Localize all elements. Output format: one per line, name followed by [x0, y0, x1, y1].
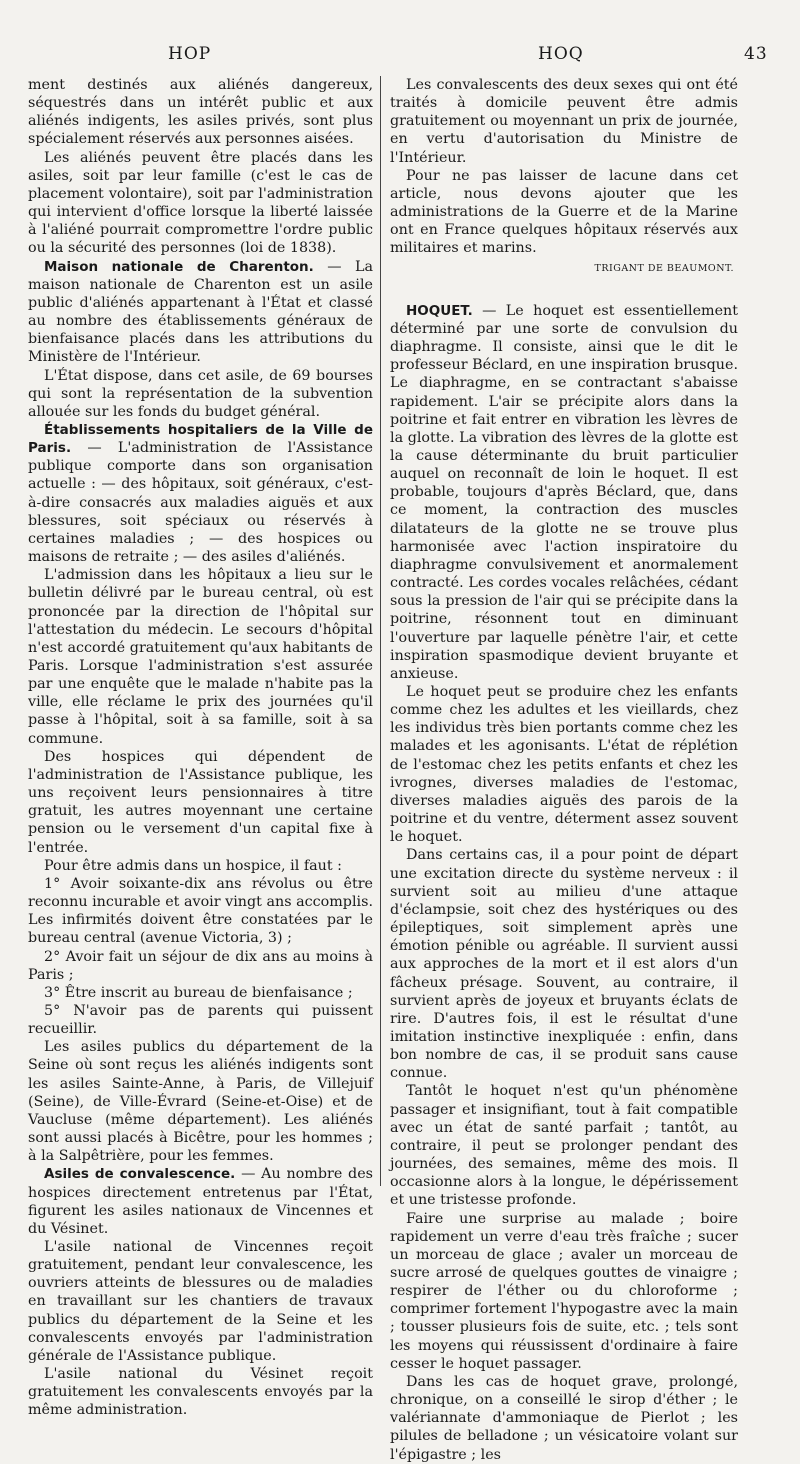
section-heading: Maison nationale de Charenton. — [44, 258, 314, 275]
spacer — [390, 284, 738, 302]
paragraph: Les convalescents des deux sexes qui ont été traités à domicile peuvent être admis gratuitement ou moyennant un prix de journée, en vertu d'autorisation du Ministre de l'Intérieur. — [390, 77, 738, 166]
section-heading: Asiles de convalescence. — [44, 1166, 236, 1183]
paragraph: Maison nationale de Charenton. — La maison nationale de Charenton est un asile public d'aliénés appartenant à l'État et classé au nombre des établissements généraux de bienfaisance placés dans les attributions du Ministère de l'Intérieur. — [28, 258, 373, 366]
paragraph: L'asile national du Vésinet reçoit gratuitement les convalescents envoyés par la même administration. — [28, 1366, 373, 1419]
paragraph: Asiles de convalescence. — Au nombre des hospices directement entretenus par l'État, figurent les asiles nationaux de Vincennes et du Vésinet. — [28, 1166, 374, 1237]
column-divider — [380, 76, 381, 1186]
paragraph: Les asiles publics du département de la Seine où sont reçus les aliénés indigents sont les asiles Sainte-Anne, à Paris, de Villejuif (Seine), de Ville-Évrard (Seine-et-Oise) et de Vaucluse (même département). Les aliénés sont aussi placés à Bicêtre, pour les hommes ; à la Salpêtrière, pour les femmes. — [28, 1039, 373, 1165]
header-left-word: HOP — [168, 44, 212, 64]
left-column — [28, 76, 373, 1420]
entry-heading: HOQUET. — [406, 302, 473, 319]
paragraph: Établissements hospitaliers de la Ville de Paris. — L'administration de l'Assistance publique comporte dans son organisation actuelle : — des hôpitaux, soit généraux, c'est-à-dire consacrés aux maladies aiguës et aux blessures, soit spéciaux ou réservés à certaines maladies ; — des hospices ou maisons de retraite ; — des asiles d'aliénés. — [28, 421, 373, 566]
author-signature: TRIGANT DE BEAUMONT. — [594, 262, 734, 274]
list-item: 2° Avoir fait un séjour de dix ans au moins à Paris ; — [28, 948, 373, 983]
running-header — [0, 44, 800, 74]
paragraph: Pour ne pas laisser de lacune dans cet article, nous devons ajouter que les administrations de la Guerre et de la Marine ont en France quelques hôpitaux réservés aux militaires et marins. — [390, 167, 738, 257]
paragraph: Pour être admis dans un hospice, il faut : — [44, 857, 342, 874]
paragraph: Des hospices qui dépendent de l'administration de l'Assistance publique, les uns reçoivent leurs pensionnaires à titre gratuit, les autres moyennant une certaine pension ou le versement d'un capital fixe à l'entrée. — [28, 748, 373, 856]
paragraph: Les aliénés peuvent être placés dans les asiles, soit par leur famille (c'est le cas de placement volontaire), soit par l'administration qui intervient d'office lorsque la liberté laissée à l'aliéné pourrait compromettre l'ordre public ou la sécurité des personnes (loi de 1838). — [28, 149, 373, 257]
page-number: 43 — [744, 44, 768, 64]
paragraph: L'asile national de Vincennes reçoit gratuitement, pendant leur convalescence, les ouvriers atteints de blessures ou de maladies en travaillant sur les chantiers de travaux publics du département de la Seine et les convalescents envoyés par l'administration générale de l'Assistance publique. — [28, 1239, 373, 1364]
section-heading: Établissements hospitaliers de la Ville de Paris. — [28, 421, 373, 457]
list-item: 3° Être inscrit au bureau de bienfaisance ; — [44, 984, 353, 1001]
paragraph: L'État dispose, dans cet asile, de 69 bourses qui sont la représentation de la subvention allouée sur les fonds du budget général. — [28, 367, 373, 420]
paragraph: Faire une surprise au malade ; boire rapidement un verre d'eau très fraîche ; sucer un morceau de glace ; avaler un morceau de sucre arrosé de quelques gouttes de vinaigre ; respirer de l'éther ou du chloroforme ; comprimer fortement l'hypogastre avec la main ; tousser plusieurs fois de suite, etc. ; tels sont les moyens qui réussissent d'ordinaire à faire cesser le hoquet passager. — [390, 1210, 738, 1372]
list-item: 1° Avoir soixante-dix ans révolus ou être reconnu incurable et avoir vingt ans accomplis. Les infirmités doivent être constatées par le bureau central (avenue Victoria, 3) ; — [28, 875, 373, 947]
list-item: 5° N'avoir pas de parents qui puissent recueillir. — [28, 1002, 373, 1038]
paragraph: Dans certains cas, il a pour point de départ une excitation directe du système nerveux : il survient soit au milieu d'une attaque d'éclampsie, soit chez des hystériques ou des épileptiques, soit simplement après une émotion pénible ou agréable. Il survient aussi aux approches de la mort et il est alors d'un fâcheux présage. Souvent, au contraire, il survient après de joyeux et bruyants éclats de rire. D'autres fois, il est le résultat d'une imitation instinctive inexpliquée : enfin, dans bon nombre de cas, il se produit sans cause connue. — [390, 847, 738, 1082]
paragraph: Tantôt le hoquet n'est qu'un phénomène passager et insignifiant, tout à fait compatible avec un état de santé parfait ; tantôt, au contraire, il peut se prolonger pendant des journées, des semaines, même des mois. Il occasionne alors à la longue, le dépérissement et une tristesse profonde. — [390, 1083, 738, 1209]
paragraph: L'admission dans les hôpitaux a lieu sur le bulletin délivré par le bureau central, où est prononcée par la direction de l'hôpital sur l'attestation du médecin. Le secours d'hôpital n'est accordé gratuitement qu'aux habitants de Paris. Lorsque l'administration s'est assurée par une enquête que le malade n'habite pas la ville, elle réclame le prix des journées qu'il passe à l'hôpital, soit à sa famille, soit à sa commune. — [28, 567, 373, 747]
header-right-word: HOQ — [538, 44, 584, 64]
paragraph: Dans les cas de hoquet grave, prolongé, chronique, on a conseillé le sirop d'éther ; le valériannate d'ammoniaque de Pierlot ; les pilules de belladone ; un vésicatoire volant sur l'épigastre ; les — [390, 1373, 738, 1463]
paragraph: Le hoquet peut se produire chez les enfants comme chez les adultes et les vieillards, chez les individus très bien portants comme chez les malades et les agonisants. L'état de réplétion de l'estomac chez les petits enfants et chez les ivrognes, diverses maladies de l'estomac, diverses maladies aiguës des parois de la poitrine et du ventre, déterment assez souvent le hoquet. — [390, 684, 738, 846]
paragraph: HOQUET. — Le hoquet est essentiellement déterminé par une sorte de convulsion du diaphragme. Il consiste, ainsi que le dit le professeur Béclard, en une inspiration brusque. Le diaphragme, en se contractant s'abaisse rapidement. L'air se précipite alors dans la poitrine et fait entrer en vibration les lèvres de la glotte. La vibration des lèvres de la glotte est la cause déterminante du bruit particulier auquel on reconnaît de loin le hoquet. Il est probable, toujours d'après Béclard, que, dans ce moment, la contraction des muscles dilatateurs de la glotte ne se trouve plus harmonisée avec l'action inspiratoire du diaphragme convulsivement et anormalement contracté. Les cordes vocales relâchées, cédant sous la pression de l'air qui se précipite dans la poitrine, résonnent tout en diminuant l'ouverture par laquelle pénètre l'air, et cette inspiration spasmodique devient bruyante et anxieuse. — [390, 302, 738, 682]
right-column — [390, 76, 738, 1464]
paragraph: ment destinés aux aliénés dangereux, séquestrés dans un intérêt public et aux aliénés indigents, les asiles privés, sont plus spécialement réservés aux personnes aisées. — [28, 77, 373, 148]
